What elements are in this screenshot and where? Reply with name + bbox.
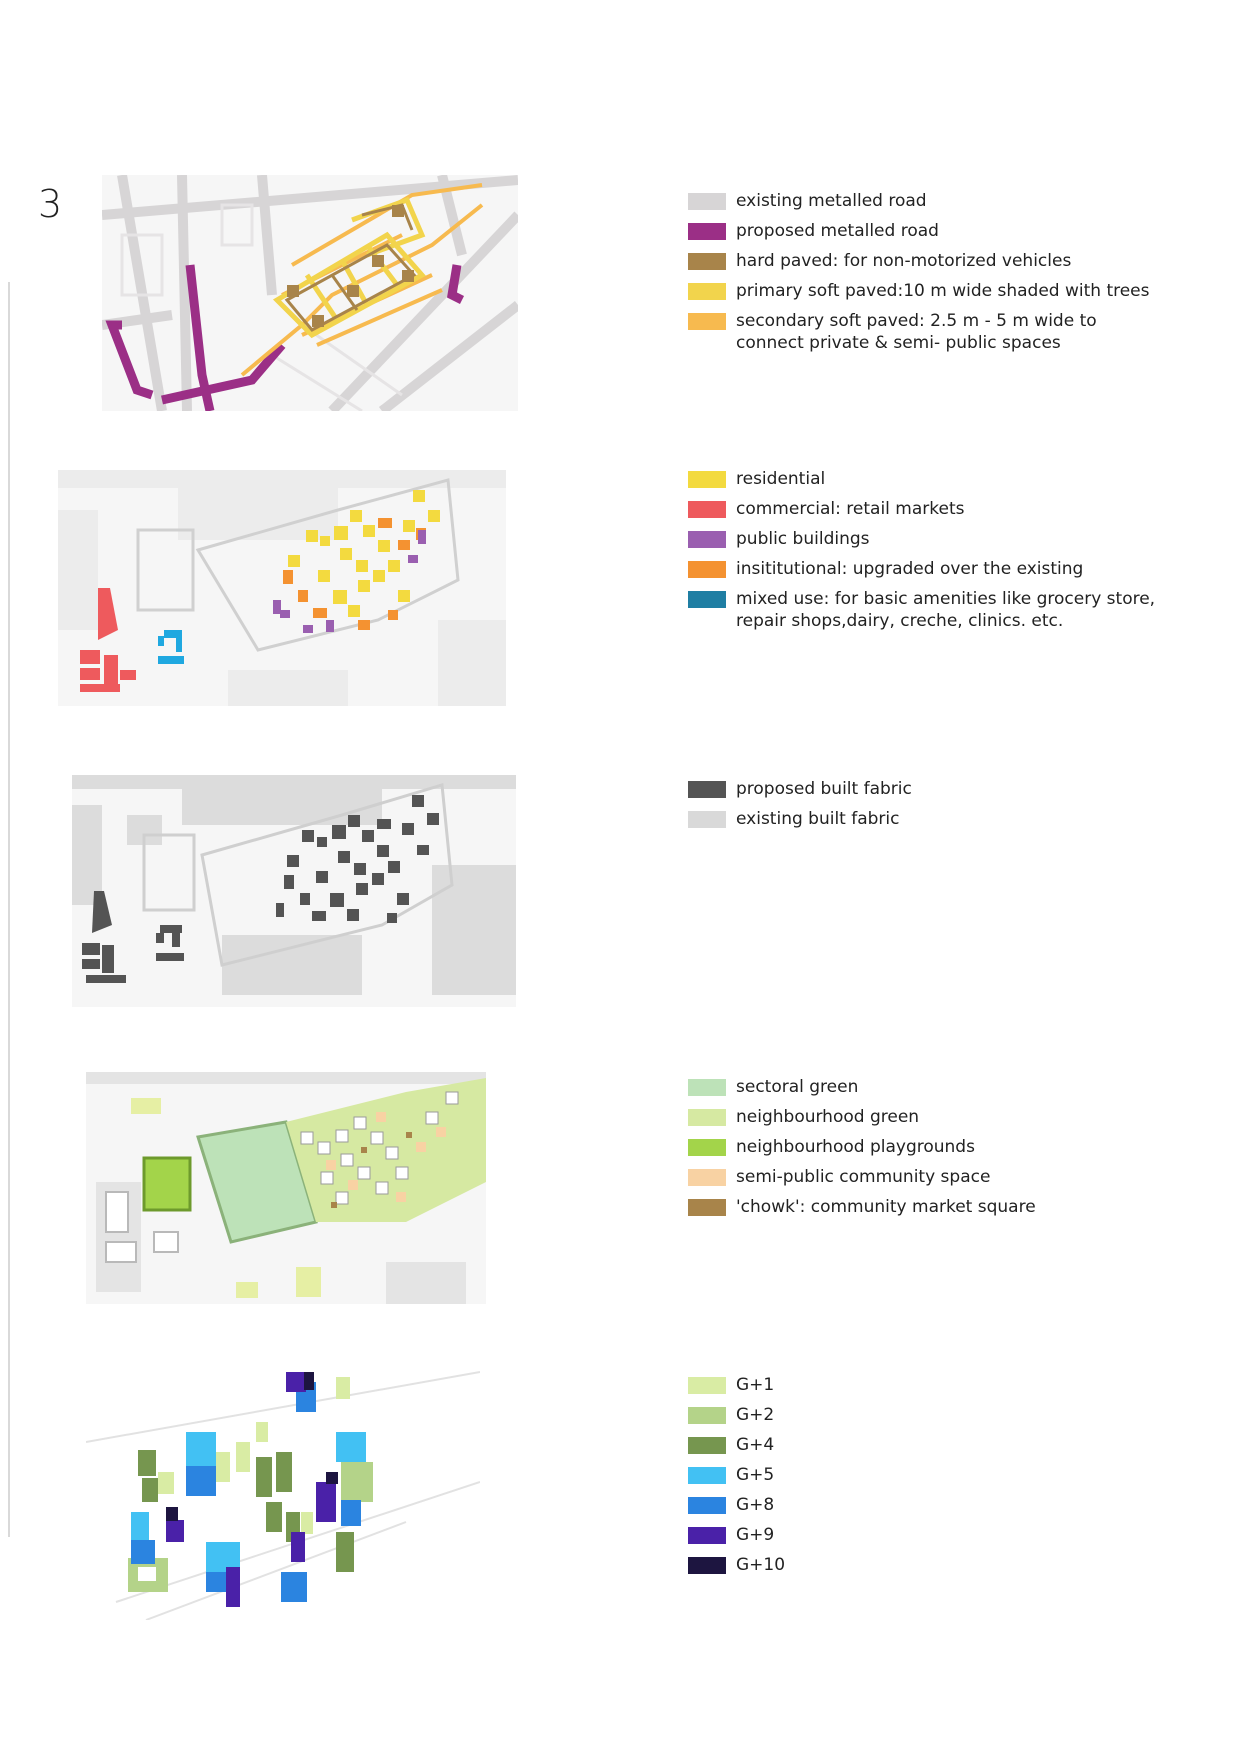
legend-item <box>688 1464 1176 1486</box>
legend-roads <box>688 190 1176 362</box>
map-building-heights <box>86 1362 480 1620</box>
legend-label: hard paved: for non-motorized vehicles <box>736 251 1072 271</box>
legend-item <box>688 1196 1176 1218</box>
swatch-g8 <box>688 1497 726 1514</box>
legend-item <box>688 220 1176 242</box>
legend-item <box>688 1106 1176 1128</box>
swatch-sectoral-green <box>688 1079 726 1096</box>
legend-item <box>688 498 1176 520</box>
land-use-svg <box>58 470 506 706</box>
legend-label: proposed metalled road <box>736 221 939 241</box>
road-network-svg <box>102 175 518 411</box>
legend-item <box>688 1434 1176 1456</box>
legend-label: G+4 <box>736 1435 775 1455</box>
legend-item <box>688 1076 1176 1098</box>
built-fabric-svg <box>72 775 516 1007</box>
swatch-secondary-soft-paved <box>688 313 726 330</box>
legend-label: existing metalled road <box>736 191 927 211</box>
swatch-public-buildings <box>688 531 726 548</box>
legend-label: residential <box>736 469 826 489</box>
map-built-fabric <box>72 775 516 1007</box>
swatch-mixed-use <box>688 591 726 608</box>
legend-item <box>688 190 1176 212</box>
legend-label: existing built fabric <box>736 809 900 829</box>
legend-label: mixed use: for basic amenities like grocery store, repair shops,dairy, creche, clinics. etc. <box>736 589 1156 631</box>
legend-label: secondary soft paved: 2.5 m - 5 m wide to connect private & semi- public spaces <box>736 311 1097 353</box>
green-spaces-svg <box>86 1072 486 1304</box>
legend-green-spaces <box>688 1076 1176 1226</box>
legend-label: G+2 <box>736 1405 775 1425</box>
swatch-proposed-road <box>688 223 726 240</box>
swatch-residential <box>688 471 726 488</box>
legend-item <box>688 528 1176 550</box>
legend-label: G+1 <box>736 1375 775 1395</box>
legend-item <box>688 280 1176 302</box>
swatch-hard-paved <box>688 253 726 270</box>
legend-item <box>688 468 1176 490</box>
legend-item <box>688 558 1176 580</box>
legend-item <box>688 1494 1176 1516</box>
swatch-g5 <box>688 1467 726 1484</box>
swatch-primary-soft-paved <box>688 283 726 300</box>
legend-label: proposed built fabric <box>736 779 912 799</box>
side-divider <box>8 282 10 1537</box>
legend-item <box>688 1136 1176 1158</box>
swatch-existing-built <box>688 811 726 828</box>
map-road-network <box>102 175 518 411</box>
legend-built-fabric <box>688 778 1176 838</box>
legend-item <box>688 1404 1176 1426</box>
legend-item <box>688 1374 1176 1396</box>
legend-label: G+8 <box>736 1495 775 1515</box>
legend-label: commercial: retail markets <box>736 499 965 519</box>
swatch-playgrounds <box>688 1139 726 1156</box>
building-heights-svg <box>86 1362 480 1620</box>
page-number: 3 <box>38 182 63 226</box>
map-land-use <box>58 470 506 706</box>
legend-label: sectoral green <box>736 1077 859 1097</box>
swatch-commercial <box>688 501 726 518</box>
playground <box>144 1158 190 1210</box>
legend-land-use <box>688 468 1176 640</box>
legend-label: G+10 <box>736 1555 786 1575</box>
swatch-existing-road <box>688 193 726 210</box>
swatch-g10 <box>688 1557 726 1574</box>
legend-building-heights <box>688 1374 1176 1584</box>
legend-label: public buildings <box>736 529 870 549</box>
swatch-institutional <box>688 561 726 578</box>
map-green-spaces <box>86 1072 486 1304</box>
legend-item <box>688 250 1176 272</box>
legend-label: primary soft paved:10 m wide shaded with trees <box>736 281 1150 301</box>
legend-label: neighbourhood green <box>736 1107 920 1127</box>
swatch-chowk <box>688 1199 726 1216</box>
neighbourhood-green-patch <box>131 1098 161 1114</box>
swatch-g9 <box>688 1527 726 1544</box>
legend-label: G+5 <box>736 1465 775 1485</box>
legend-item <box>688 1554 1176 1576</box>
swatch-proposed-built <box>688 781 726 798</box>
swatch-g1 <box>688 1377 726 1394</box>
legend-label: 'chowk': community market square <box>736 1197 1036 1217</box>
legend-label: semi-public community space <box>736 1167 991 1187</box>
legend-label: neighbourhood playgrounds <box>736 1137 975 1157</box>
legend-item <box>688 310 1176 354</box>
legend-label: G+9 <box>736 1525 775 1545</box>
legend-item <box>688 1524 1176 1546</box>
legend-item <box>688 778 1176 800</box>
legend-item <box>688 1166 1176 1188</box>
swatch-g2 <box>688 1407 726 1424</box>
swatch-neighbourhood-green <box>688 1109 726 1126</box>
legend-item <box>688 588 1176 632</box>
swatch-g4 <box>688 1437 726 1454</box>
swatch-semi-public <box>688 1169 726 1186</box>
legend-item <box>688 808 1176 830</box>
legend-label: insititutional: upgraded over the existing <box>736 559 1084 579</box>
